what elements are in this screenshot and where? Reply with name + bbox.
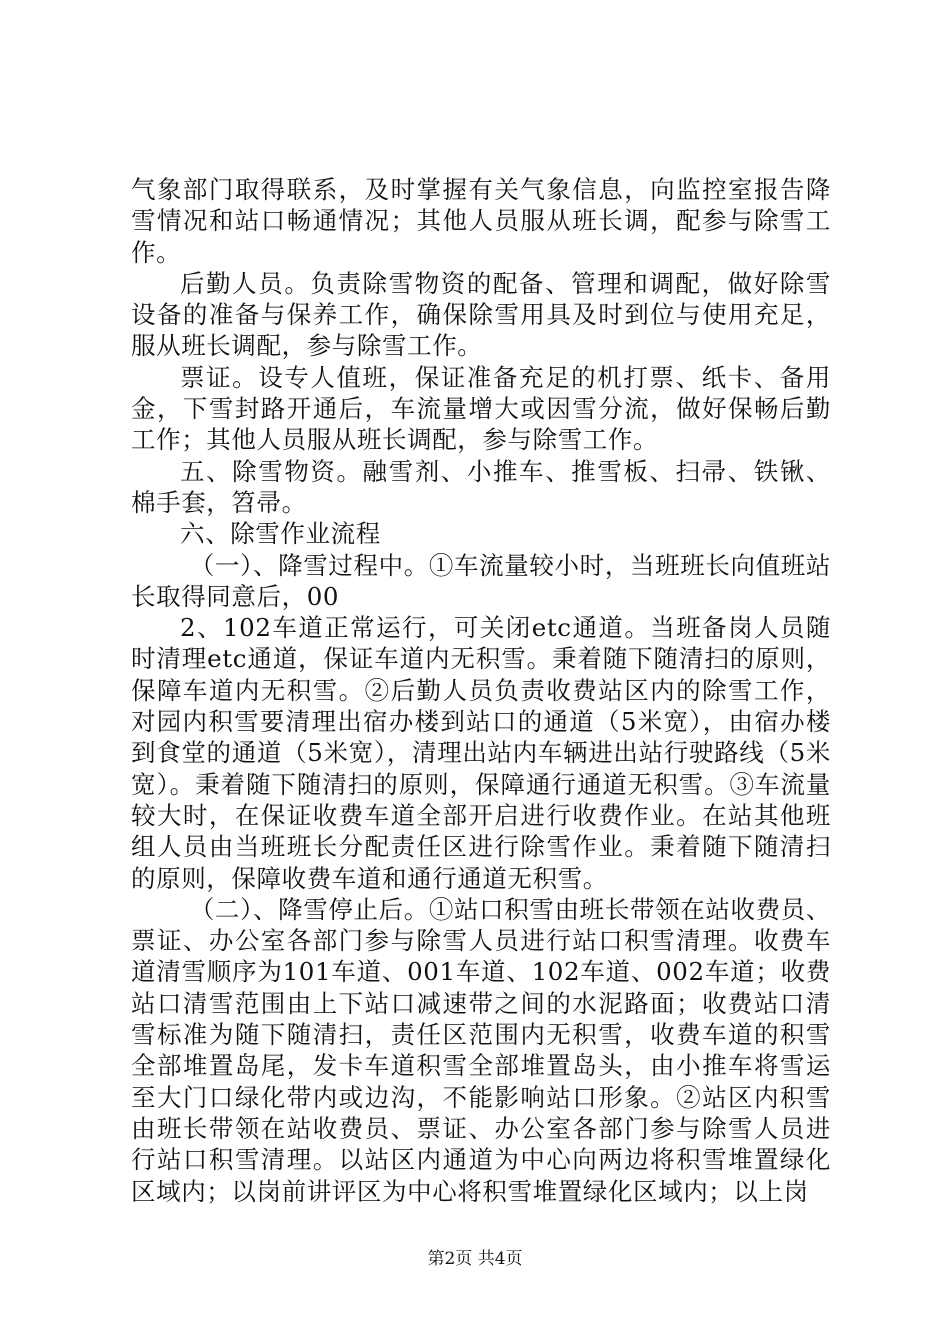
paragraph-lane-operation: 2、102车道正常运行，可关闭etc通道。当班备岗人员随时清理etc通道，保证车道内无积雪。秉着随下随清扫的原则，保障车道内无积雪。②后勤人员负责收费站区内的除雪工作，对园内积雪要清理出宿办楼到站口的通道（5米宽），由宿办楼到食堂的通道（5米宽），清理出站内车辆进出站行驶路线（5米宽）。秉着随下随清扫的原则，保障通行通道无积雪。③车流量较大时，在保证收费车道全部开启进行收费作业。在站其他班组人员由当班班长分配责任区进行除雪作业。秉着随下随清扫的原则，保障收费车道和通行通道无积雪。 bbox=[131, 613, 831, 893]
paragraph-snow-process-heading: 六、除雪作业流程 bbox=[180, 519, 381, 549]
paragraph-logistics-staff: 后勤人员。负责除雪物资的配备、管理和调配，做好除雪设备的准备与保养工作，确保除雪用具及时到位与使用充足，服从班长调配，参与除雪工作。 bbox=[131, 268, 831, 361]
paragraph-snow-materials: 五、除雪物资。融雪剂、小推车、推雪板、扫帚、铁锹、棉手套，笤帚。 bbox=[131, 456, 831, 517]
paragraph-during-snowfall: （一）、降雪过程中。①车流量较小时，当班班长向值班站长取得同意后，00 bbox=[131, 550, 831, 611]
paragraph-weather-contact: 气象部门取得联系，及时掌握有关气象信息，向监控室报告降雪情况和站口畅通情况；其他人员服从班长调，配参与除雪工作。 bbox=[131, 175, 831, 267]
paragraph-tickets: 票证。设专人值班，保证准备充足的机打票、纸卡、备用金，下雪封路开通后，车流量增大或因雪分流，做好保畅后勤工作；其他人员服从班长调配，参与除雪工作。 bbox=[131, 362, 831, 455]
document-body bbox=[131, 174, 831, 1207]
paragraph-after-snowfall: （二）、降雪停止后。①站口积雪由班长带领在站收费员、票证、办公室各部门参与除雪人员进行站口积雪清理。收费车道清雪顺序为101车道、001车道、102车道、002车道；收费站口清雪范围由上下站口减速带之间的水泥路面；收费站口清雪标准为随下随清扫，责任区范围内无积雪，收费车道的积雪全部堆置岛尾，发卡车道积雪全部堆置岛头，由小推车将雪运至大门口绿化带内或边沟，不能影响站口形象。②站区内积雪由班长带领在站收费员、票证、办公室各部门参与除雪人员进行站口积雪清理。以站区内通道为中心向两边将积雪堆置绿化区域内；以岗前讲评区为中心将积雪堆置绿化区域内；以上岗 bbox=[131, 894, 831, 1206]
page-footer: 第2页 共4页 bbox=[427, 1249, 523, 1269]
